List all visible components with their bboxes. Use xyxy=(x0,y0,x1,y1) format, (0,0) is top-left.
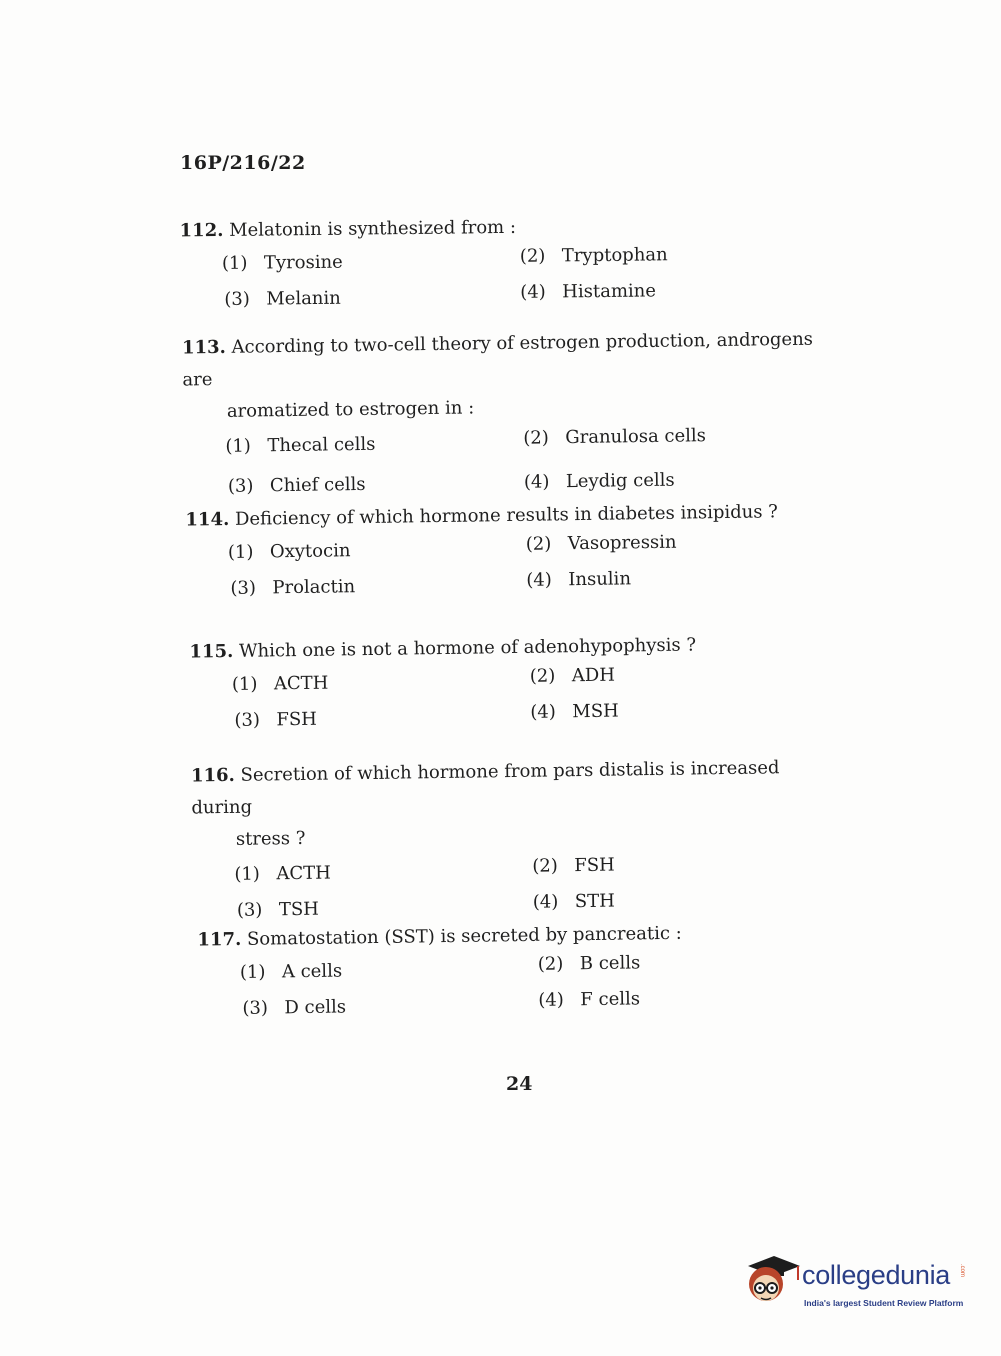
option-label: Leydig cells xyxy=(565,469,675,493)
option-label: Insulin xyxy=(568,568,632,591)
option-3 xyxy=(237,899,319,921)
option-4 xyxy=(533,891,615,913)
option-number: (3) xyxy=(224,288,250,310)
option-4 xyxy=(530,701,619,723)
option-number: (1) xyxy=(225,435,252,457)
page-number: 24 xyxy=(506,1073,533,1095)
option-number: (3) xyxy=(234,709,261,731)
option-label: FSH xyxy=(276,708,318,731)
question-text: Secretion of which hormone from pars distalis is increased during xyxy=(191,757,780,819)
option-number: (3) xyxy=(242,997,269,1019)
question-number: 116. xyxy=(190,764,235,787)
paper-code: 16P/216/22 xyxy=(180,152,306,174)
question-112 xyxy=(179,209,830,330)
option-number: (1) xyxy=(221,252,248,274)
option-number: (2) xyxy=(525,533,552,555)
brand-name: collegedunia xyxy=(802,1260,951,1290)
option-3 xyxy=(234,709,317,731)
option-label: FSH xyxy=(574,854,615,877)
option-4 xyxy=(524,470,675,493)
option-number: (3) xyxy=(236,899,263,921)
question-text: Somatostation (SST) is secreted by pancreatic : xyxy=(246,922,682,950)
question-116 xyxy=(191,752,833,941)
option-label: Melanin xyxy=(266,287,341,310)
option-label: Histamine xyxy=(562,280,657,303)
option-label: B cells xyxy=(579,952,641,975)
option-4 xyxy=(526,568,631,590)
option-2 xyxy=(520,244,668,267)
option-label: Oxytocin xyxy=(269,540,351,563)
question-stem xyxy=(179,209,829,248)
option-2 xyxy=(530,665,615,687)
question-number: 115. xyxy=(189,640,234,663)
option-label: Vasopressin xyxy=(567,531,677,555)
option-label: STH xyxy=(574,890,615,913)
brand-dotcom: .com xyxy=(959,1264,965,1278)
question-115 xyxy=(189,627,841,750)
option-3 xyxy=(228,474,366,497)
question-text-continued: stress ? xyxy=(235,827,306,850)
question-text: Deficiency of which hormone results in diabetes insipidus ? xyxy=(234,501,779,530)
option-3 xyxy=(230,576,355,599)
question-text-continued: aromatized to estrogen in : xyxy=(226,397,475,422)
option-label: Tryptophan xyxy=(561,244,668,267)
question-stem xyxy=(182,324,823,429)
option-1 xyxy=(228,540,351,563)
question-stem xyxy=(191,752,832,857)
option-number: (2) xyxy=(529,665,556,687)
option-label: Granulosa cells xyxy=(565,425,707,449)
question-text: Melatonin is synthesized from : xyxy=(229,216,517,241)
option-number: (4) xyxy=(526,569,552,591)
options-list xyxy=(240,953,849,1037)
question-number: 114. xyxy=(185,508,230,531)
collegedunia-watermark[interactable] xyxy=(742,1250,972,1320)
question-number: 112. xyxy=(179,219,224,242)
option-label: ADH xyxy=(571,664,616,687)
option-number: (1) xyxy=(231,673,258,695)
option-label: TSH xyxy=(278,898,320,921)
question-113 xyxy=(182,324,824,513)
question-text: Which one is not a hormone of adenohypophysis ? xyxy=(238,634,697,662)
question-number: 113. xyxy=(181,336,226,359)
option-number: (4) xyxy=(538,989,564,1011)
option-label: Thecal cells xyxy=(267,433,376,457)
option-label: ACTH xyxy=(273,672,329,695)
option-number: (4) xyxy=(532,891,559,913)
option-1 xyxy=(222,252,343,274)
mascot-logo-icon xyxy=(742,1250,802,1310)
options-list xyxy=(232,665,841,749)
option-4 xyxy=(520,280,656,302)
option-number: (2) xyxy=(519,245,546,267)
option-label: A cells xyxy=(281,960,343,983)
question-number: 117. xyxy=(197,928,242,951)
brand-tagline: India's largest Student Review Platform xyxy=(804,1298,964,1308)
option-label: Prolactin xyxy=(272,576,356,599)
option-number: (4) xyxy=(523,471,550,493)
option-label: Tyrosine xyxy=(263,251,343,274)
option-1 xyxy=(234,863,331,885)
option-label: MSH xyxy=(572,700,619,723)
option-3 xyxy=(242,996,346,1018)
option-number: (2) xyxy=(532,855,558,877)
options-list xyxy=(221,244,831,329)
option-number: (4) xyxy=(520,281,546,303)
option-number: (3) xyxy=(227,475,254,497)
option-2 xyxy=(526,532,677,555)
question-114 xyxy=(185,495,837,618)
option-number: (1) xyxy=(227,541,254,563)
option-number: (3) xyxy=(230,577,257,599)
option-2 xyxy=(532,855,615,877)
option-4 xyxy=(538,988,640,1010)
option-label: F cells xyxy=(580,988,641,1011)
option-1 xyxy=(240,961,343,983)
option-1 xyxy=(232,673,329,695)
option-2 xyxy=(538,952,641,974)
option-number: (2) xyxy=(523,427,549,449)
option-label: ACTH xyxy=(276,862,331,885)
question-text: According to two-cell theory of estrogen production, androgens are xyxy=(182,328,814,391)
option-2 xyxy=(523,425,706,449)
option-number: (1) xyxy=(234,863,261,885)
option-number: (1) xyxy=(239,961,266,983)
question-stem xyxy=(189,627,839,668)
question-117 xyxy=(197,915,849,1038)
option-3 xyxy=(224,288,341,310)
option-label: D cells xyxy=(284,996,347,1019)
option-1 xyxy=(225,434,375,457)
option-label: Chief cells xyxy=(269,473,366,497)
option-number: (4) xyxy=(530,701,556,723)
option-number: (2) xyxy=(537,953,564,975)
options-list xyxy=(228,533,837,617)
